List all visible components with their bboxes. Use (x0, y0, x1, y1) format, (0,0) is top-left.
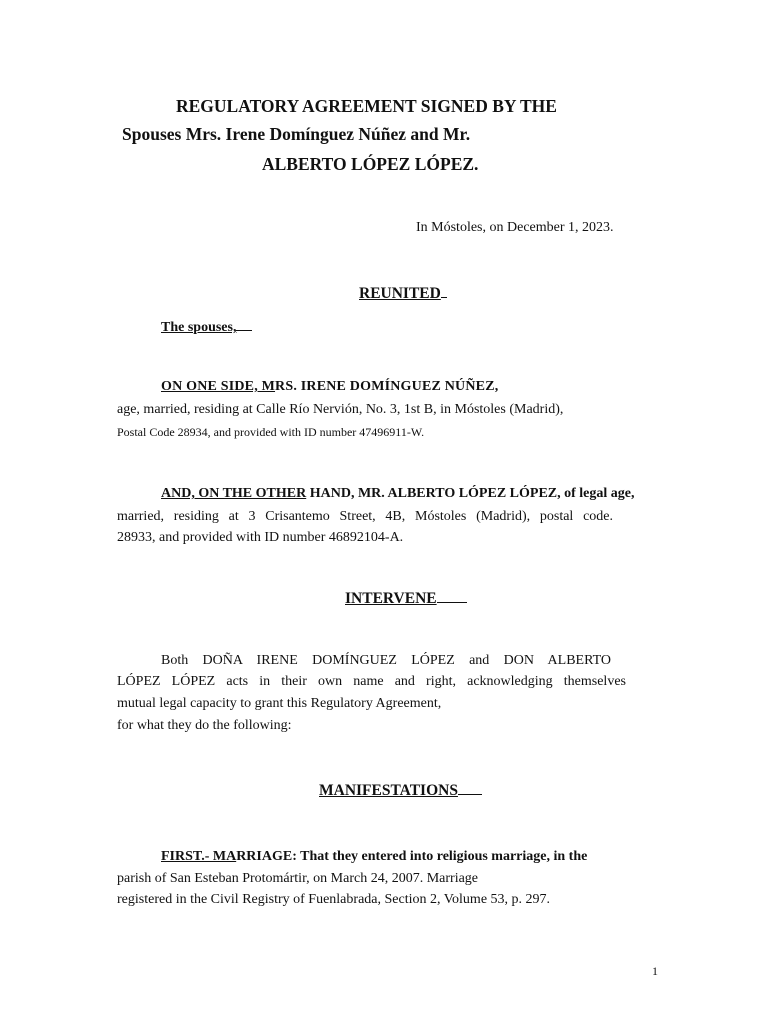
party1-lead-underlined: ON ONE SIDE, M (161, 379, 276, 394)
marriage-parish: parish of San Esteban Protomártir, on March 24, 2007. Marriage (117, 871, 479, 886)
intervene-heading-text: INTERVENE (345, 590, 437, 607)
heading-underline-trail (441, 283, 447, 298)
reunited-heading (359, 283, 447, 304)
spouses-label (161, 316, 252, 337)
party1-address: age, married, residing at Calle Río Nervión, No. 3, 1st B, in Móstoles (Madrid), (117, 402, 564, 417)
intervene-heading (345, 588, 467, 609)
party1-lead-rest: RS. IRENE DOMÍNGUEZ NÚÑEZ, (275, 379, 499, 394)
party2-lead (161, 485, 635, 503)
spouses-underline-trail (236, 316, 252, 331)
reunited-heading-text: REUNITED (359, 285, 441, 302)
manifestations-heading-text: MANIFESTATIONS (319, 782, 458, 799)
party2-postal-id: 28933, and provided with ID number 46892104-A. (117, 530, 404, 545)
manifestations-heading (319, 780, 482, 801)
page-number: 1 (652, 964, 658, 978)
heading-underline-trail (437, 588, 467, 603)
first-marriage-underlined: FIRST.- MA (161, 849, 237, 864)
first-marriage-lead (161, 848, 587, 866)
party2-lead-underlined: AND, ON THE OTHER (161, 486, 307, 501)
intervene-line-2: LÓPEZ LÓPEZ acts in their own name and right, acknowledging themselves (117, 674, 626, 689)
title-line-3: ALBERTO LÓPEZ LÓPEZ. (262, 154, 479, 174)
intervene-line-4: for what they do the following: (117, 718, 292, 733)
intervene-line-3: mutual legal capacity to grant this Regulatory Agreement, (117, 696, 442, 711)
title-line-1: REGULATORY AGREEMENT SIGNED BY THE (176, 96, 557, 116)
title-line-2: Spouses Mrs. Irene Domínguez Núñez and Mr. (122, 124, 471, 144)
party1-postal-id: Postal Code 28934, and provided with ID number 47496911-W. (117, 425, 425, 439)
party1-lead (161, 378, 542, 396)
marriage-registry: registered in the Civil Registry of Fuenlabrada, Section 2, Volume 53, p. 297. (117, 892, 551, 907)
spouses-label-text: The spouses, (161, 320, 237, 335)
first-marriage-rest: RRIAGE: That they entered into religious marriage, in the (236, 849, 588, 864)
party2-lead-rest: HAND, MR. ALBERTO LÓPEZ LÓPEZ, of legal age, (306, 486, 635, 501)
intervene-line-1: Both DOÑA IRENE DOMÍNGUEZ LÓPEZ and DON ALBERTO (161, 653, 611, 668)
place-date: In Móstoles, on December 1, 2023. (416, 220, 614, 235)
heading-underline-trail (458, 780, 482, 795)
party2-address: married, residing at 3 Crisantemo Street, 4B, Móstoles (Madrid), postal code. (117, 509, 613, 524)
